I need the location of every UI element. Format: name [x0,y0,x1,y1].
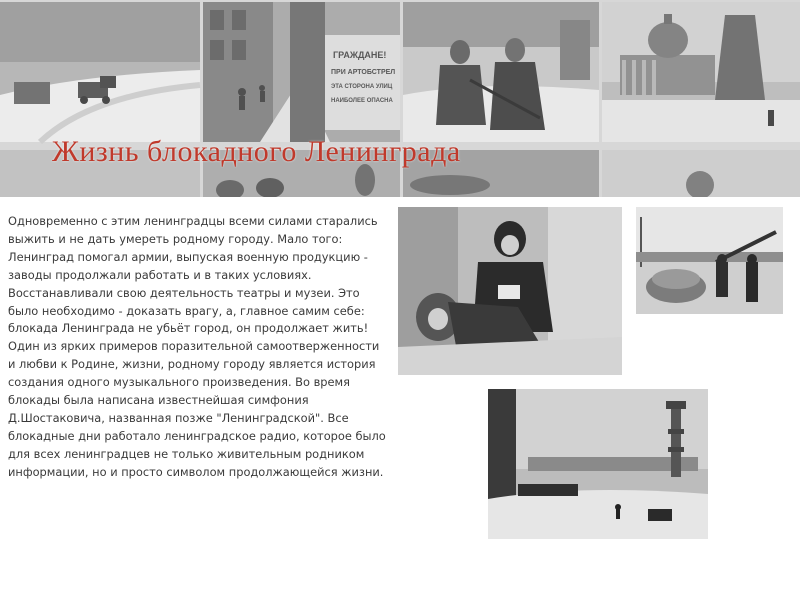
photo-soldiers-graphic [636,207,783,314]
photo-children-graphic [398,207,622,375]
slide-title: Жизнь блокадного Ленинграда [52,135,461,168]
photo-children [398,207,622,375]
photo-soldiers [636,207,783,314]
poster-text-1: ГРАЖДАНЕ! [333,50,387,60]
photo-rostral-column [488,389,708,539]
poster-text-2: ПРИ АРТОБСТРЕЛ [331,69,396,76]
poster-text-3: ЭТА СТОРОНА УЛИЦ [331,84,393,90]
poster-text-4: НАИБОЛЕЕ ОПАСНА [331,98,393,104]
photo-rostral-column-graphic [488,389,708,539]
slide-body-text: Одновременно с этим ленинградцы всеми силами старались выжить и не дать умереть родному городу. Мало того: Ленинград помогал армии, выпуская военную продукцию - заводы продолжали работать и в таких условиях. Восстанавливали свою деятельность театры и музеи. Это было необходимо - доказать врагу, а, главное самим себе: блокада Ленинграда не убьёт город, он продолжает жить! Один из ярких примеров поразительной самоотверженности и любви к Родине, жизни, родному городу является история создания одного музыкального произведения. Во время блокады была написана известнейшая симфония Д.Шостаковича, названная позже "Ленинградской". Все блокадные дни работало ленинградское радио, которое было для всех ленинградцев не только живительным родником информации, но и просто символом продолжающейся жизни. [8,214,386,479]
